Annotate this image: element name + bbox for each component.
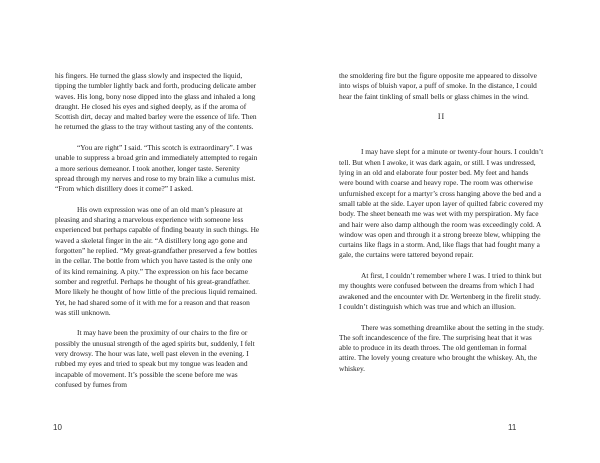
body-paragraph: I may have slept for a minute or twenty-four hours. I couldn’t tell. But when I awoke, it was dark again, or still. I was undressed, lying in an old and elaborate four poster bed. My feet and hands were bound with coarse and heavy rope. The room was otherwise unfurnished except for a martyr’s cross hanging above the bed and a small table at the side. Layer upon layer of quilted fabric covered my body. The sheet beneath me was wet with my perspiration. My face and hair were also damp although the room was exceedingly cold. A window was open and through it a strong breeze blew, whipping the curtains like flags in a storm. And, like flags that had fought many a gale, the curtains were tattered beyond repair. — [339, 147, 544, 260]
body-paragraph: his fingers. He turned the glass slowly and inspected the liquid, tipping the tumbler lightly back and forth, producing delicate amber waves. His long, bony nose dipped into the glass and inhaled a long draught. He closed his eyes and sighed deeply, as if the aroma of Scottish dirt, decay and malted barley were the essence of life. Then he returned the glass to the tray without tasting any of the contents. — [55, 71, 257, 132]
right-page-text-column — [339, 71, 544, 384]
right-page — [300, 0, 600, 463]
body-paragraph: the smoldering fire but the figure opposite me appeared to dissolve into wisps of bluish vapor, a puff of smoke. In the distance, I could hear the faint tinkling of small bells or glass chimes in the wind. — [339, 71, 537, 101]
body-paragraph: It may have been the proximity of our chairs to the fire or possibly the unusual strength of the aged spirits but, suddenly, I felt very drowsy. The hour was late, well past eleven in the evening. I rubbed my eyes and tried to speak but my tongue was leaden and incapable of movement. It’s possible the scene before me was confused by fumes from — [55, 328, 255, 389]
page-number: 11 — [508, 423, 517, 432]
body-paragraph: His own expression was one of an old man’s pleasure at pleasing and sharing a marvelous experience with someone less experienced but perhaps capable of finding beauty in such things. He waved a skeletal finger in the air. “A distillery long ago gone and forgotten” he replied. “My great-grandfather preserved a few bottles in the cellar. The bottle from which you have tasted is the only one of its kind remaining. A pity.” The expression on his face became somber and regretful. Perhaps he thought of his great-grandfather. More likely he thought of how little of the precious liquid remained. Yet, he had shared some of it with me for a reason and that reason was still unknown. — [55, 204, 260, 317]
left-page-text-column — [55, 71, 260, 401]
body-paragraph: At first, I couldn’t remember where I was. I tried to think but my thoughts were confused between the dreams from which I had awakened and the encounter with Dr. Wertenberg in the firelit study. I couldn’t distinguish which was true and which an illusion. — [339, 271, 542, 311]
page-number: 10 — [53, 423, 62, 432]
body-paragraph: There was something dreamlike about the setting in the study. The soft incandescence of the fire. The surprising heat that it was able to produce in its death throes. The old gentleman in formal attire. The lovely young creature who brought the whiskey. Ah, the whiskey. — [339, 322, 545, 373]
body-paragraph: “You are right” I said. “This scotch is extraordinary”. I was unable to suppress a broad grin and immediately attempted to regain a more serious demeanor. I took another, longer taste. Serenity spread through my nerves and rose to my brain like a cumulus mist. “From which distillery does it come?” I asked. — [55, 143, 258, 194]
section-heading: II — [437, 112, 446, 122]
